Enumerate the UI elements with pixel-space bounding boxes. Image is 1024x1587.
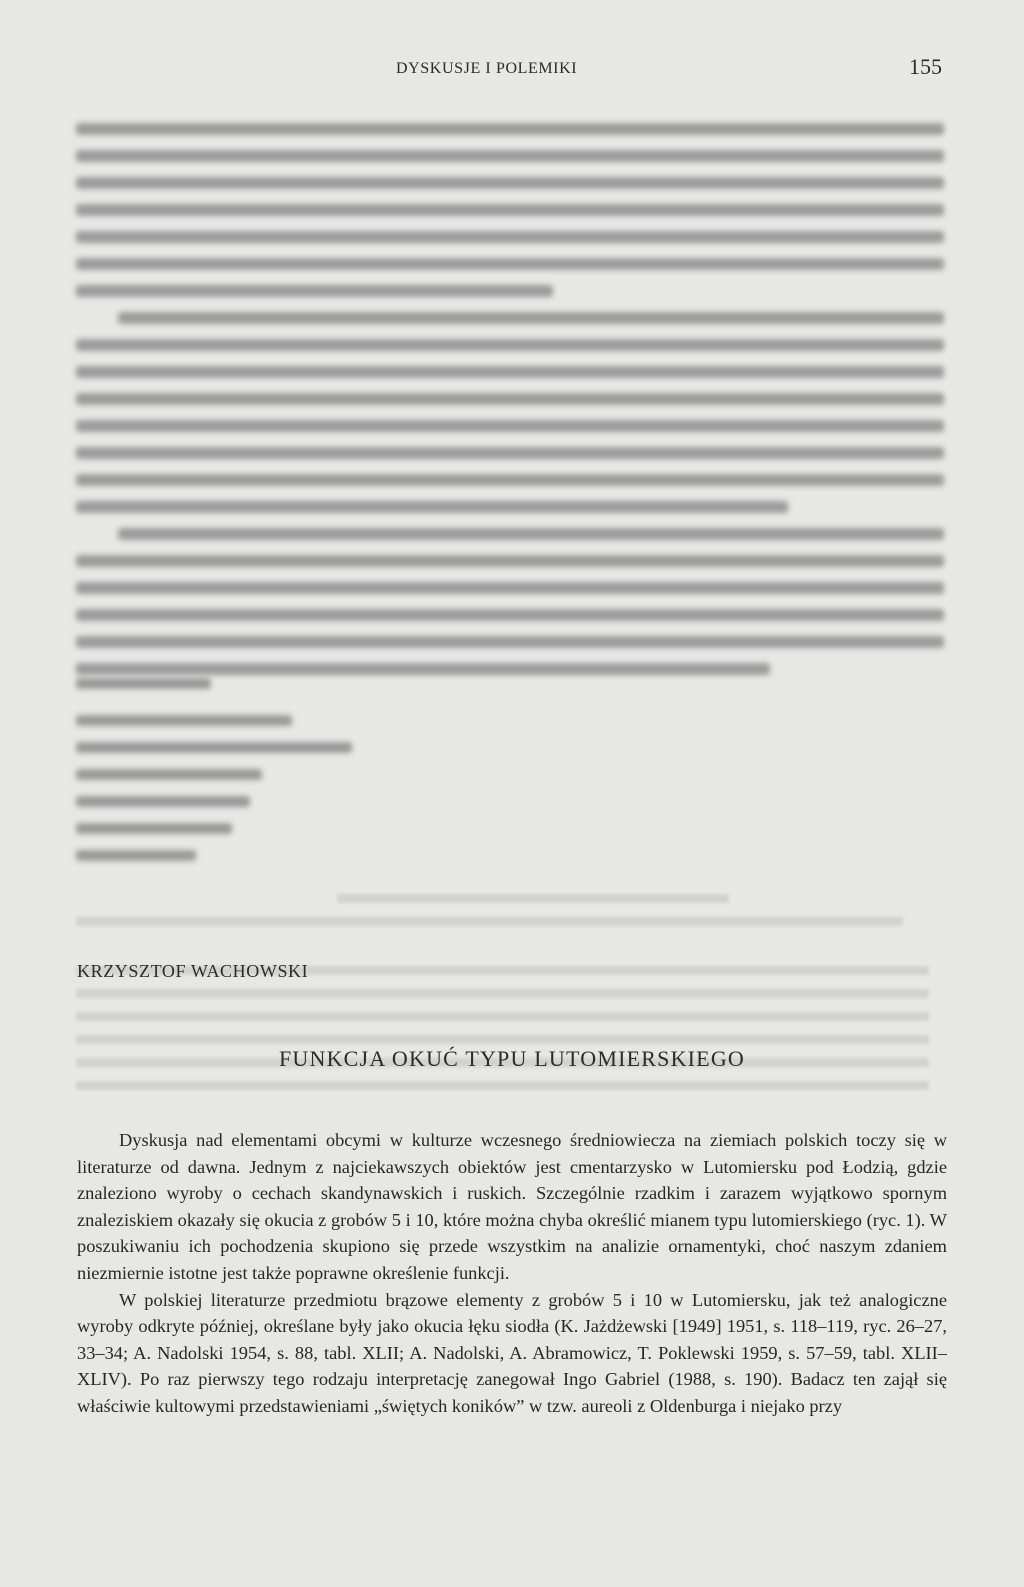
show-through [76, 894, 946, 1114]
page-number: 155 [909, 54, 942, 79]
paragraph: W polskiej literaturze przedmiotu brązowe elementy z grobów 5 i 10 w Lutomiersku, jak też analogiczne wyroby odkryte później, określane były jako okucia łęku siodła (K. Jażdżewski [1949] 1951, s. 118–119, ryc. 26–27, 33–34; A. Nadolski 1954, s. 88, tabl. XLII; A. Nadolski, A. Abramowicz, T. Poklewski 1959, s. 57–59, tabl. XLII–XLIV). Po raz pierwszy tego rodzaju interpretację zanegował Ingo Gabriel (1988, s. 190). Badacz ten zajął się właściwie kultowymi przedstawieniami „świętych koników” w tzw. aureoli z Oldenburga i niejako przy [77, 1289, 947, 1416]
blurred-address-block [76, 678, 376, 877]
paragraph: Dyskusja nad elementami obcymi w kulturze wczesnego średniowiecza na ziemiach polskich toczy się w literaturze od dawna. Jednym z najciekawszych obiektów jest cmentarzysko w Lutomiersku pod Łodzią, gdzie znaleziono wyroby o cechach skandynawskich i ruskich. Szczególnie rzadkim i zarazem wyjątkowo spornym znaleziskiem okazały się okucia z grobów 5 i 10, które można chyba określić mianem typu lutomierskiego (ryc. 1). W poszukiwaniu ich pochodzenia skupiono się przede wszystkim na analizie ornamentyki, choć naszym zdaniem niezmiernie istotne jest także poprawne określenie funkcji. [77, 1130, 947, 1283]
article-body [77, 1127, 947, 1420]
running-head [0, 54, 1024, 84]
article-title: FUNKCJA OKUĆ TYPU LUTOMIERSKIEGO [278, 1046, 745, 1071]
blurred-text-block [76, 123, 944, 690]
section-title: DYSKUSJE I POLEMIKI [396, 60, 578, 77]
article-author: KRZYSZTOF WACHOWSKI [77, 961, 309, 981]
